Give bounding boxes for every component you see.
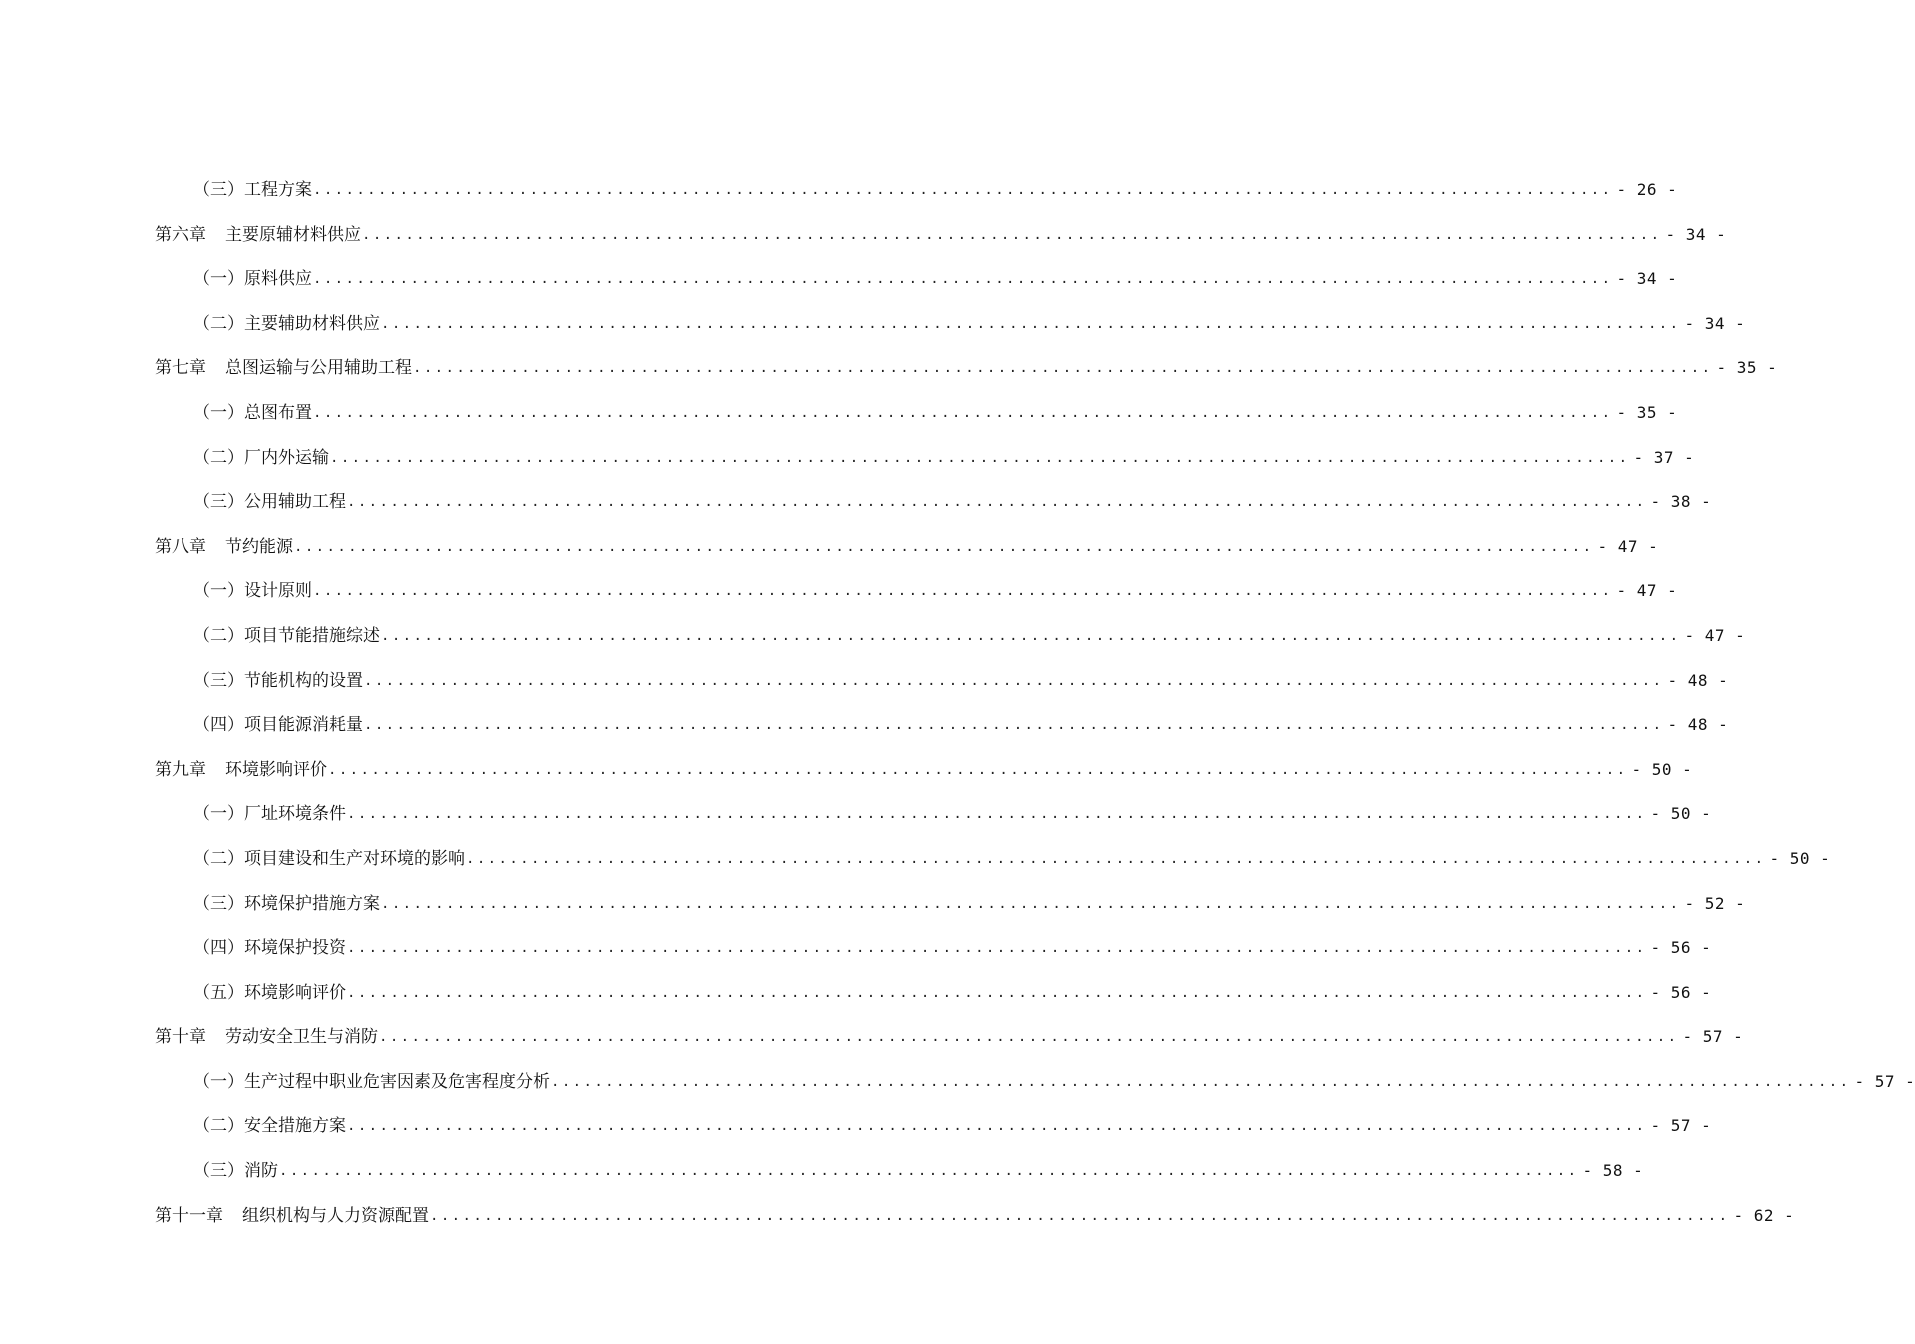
toc-entry-title: 节能机构的设置 <box>244 670 363 691</box>
toc-leader-dots: ........................................................................................................................ <box>294 538 1594 555</box>
toc-entry[interactable] <box>0 525 1659 570</box>
toc-entry-number: （二） <box>193 625 244 646</box>
toc-leader-dots: ........................................................................................................................ <box>328 761 1628 778</box>
toc-entry[interactable] <box>0 1194 1795 1239</box>
toc-entry-title: 项目建设和生产对环境的影响 <box>244 848 465 869</box>
toc-entry-title: 环境保护措施方案 <box>244 893 380 914</box>
toc-entry-page: - 62 - <box>1733 1205 1795 1225</box>
toc-entry-title: 原料供应 <box>244 269 312 290</box>
toc-leader-dots: ........................................................................................................................ <box>551 1073 1851 1090</box>
toc-entry[interactable] <box>0 748 1693 793</box>
toc-entry-number: （三） <box>193 670 244 691</box>
toc-entry-page: - 34 - <box>1616 269 1678 289</box>
toc-entry-number: （三） <box>193 180 244 200</box>
toc-entry-number: （一） <box>193 804 244 825</box>
toc-entry-number: 第十章 <box>155 1027 206 1048</box>
toc-entry-number: （四） <box>193 715 244 736</box>
toc-entry[interactable] <box>0 837 1831 882</box>
toc-entry-title: 组织机构与人力资源配置 <box>242 1205 429 1226</box>
toc-leader-dots: ........................................................................................................................ <box>313 271 1613 288</box>
toc-entry-page: - 38 - <box>1650 492 1712 512</box>
toc-entry-number: （二） <box>193 447 244 468</box>
toc-entry-page: - 47 - <box>1684 625 1746 645</box>
toc-entry-page: - 56 - <box>1650 938 1712 958</box>
toc-entry-page: - 37 - <box>1633 447 1695 467</box>
toc-entry[interactable] <box>0 792 1712 837</box>
toc-entry-number: （一） <box>193 269 244 290</box>
toc-entry-page: - 57 - <box>1650 1116 1712 1136</box>
toc-entry-page: - 50 - <box>1650 804 1712 824</box>
toc-leader-dots: ........................................................................................................................ <box>347 806 1647 823</box>
toc-leader-dots: ........................................................................................................................ <box>362 226 1662 243</box>
toc-entry-title: 生产过程中职业危害因素及危害程度分析 <box>244 1071 550 1092</box>
toc-leader-dots: ........................................................................................................................ <box>413 360 1713 377</box>
toc-entry[interactable] <box>0 703 1729 748</box>
toc-entry-title: 消防 <box>244 1161 278 1182</box>
toc-entry-title: 总图布置 <box>244 402 312 423</box>
toc-entry-number: 第八章 <box>155 536 206 557</box>
toc-leader-dots: ........................................................................................................................ <box>430 1207 1730 1224</box>
toc-entry-number: （四） <box>193 938 244 959</box>
toc-leader-dots: ........................................................................................................................ <box>381 315 1681 332</box>
toc-entry-page: - 57 - <box>1854 1071 1915 1091</box>
toc-entry-page: - 34 - <box>1684 313 1746 333</box>
toc-leader-dots: ........................................................................................................................ <box>347 494 1647 511</box>
toc-entry-number: （一） <box>193 581 244 602</box>
toc-entry[interactable] <box>0 1104 1712 1149</box>
toc-leader-dots: ........................................................................................................................ <box>313 404 1613 421</box>
toc-leader-dots: ........................................................................................................................ <box>347 1118 1647 1135</box>
toc-leader-dots: ........................................................................................................................ <box>347 984 1647 1001</box>
toc-leader-dots: ........................................................................................................................ <box>347 940 1647 957</box>
toc-entry[interactable] <box>0 391 1678 436</box>
toc-entry[interactable] <box>0 1060 1915 1105</box>
toc-leader-dots: ........................................................................................................................ <box>279 1163 1579 1180</box>
toc-leader-dots: ........................................................................................................................ <box>381 627 1681 644</box>
toc-entry-page: - 48 - <box>1667 670 1729 690</box>
toc-entry-page: - 26 - <box>1616 180 1678 199</box>
toc-entry-number: （一） <box>193 1071 244 1092</box>
toc-entry[interactable] <box>0 302 1746 347</box>
toc-entry-page: - 34 - <box>1665 224 1727 244</box>
toc-entry-title: 项目能源消耗量 <box>244 715 363 736</box>
toc-entry-number: 第七章 <box>155 358 206 379</box>
toc-entry[interactable] <box>0 659 1729 704</box>
toc-entry-title: 厂址环境条件 <box>244 804 346 825</box>
toc-entry-title: 劳动安全卫生与消防 <box>225 1027 378 1048</box>
toc-leader-dots: ........................................................................................................................ <box>313 182 1613 198</box>
toc-leader-dots: ........................................................................................................................ <box>364 672 1664 689</box>
toc-leader-dots: ........................................................................................................................ <box>313 583 1613 600</box>
toc-leader-dots: ........................................................................................................................ <box>364 717 1664 734</box>
toc-entry-page: - 35 - <box>1616 402 1678 422</box>
toc-entry[interactable] <box>0 213 1727 258</box>
toc-entry-page: - 50 - <box>1631 759 1693 779</box>
toc-entry[interactable] <box>0 882 1746 927</box>
toc-leader-dots: ........................................................................................................................ <box>381 895 1681 912</box>
toc-leader-dots: ........................................................................................................................ <box>466 850 1766 867</box>
table-of-contents <box>0 168 1915 1238</box>
toc-entry-number: （一） <box>193 402 244 423</box>
toc-entry-title: 设计原则 <box>244 581 312 602</box>
toc-entry-title: 总图运输与公用辅助工程 <box>225 358 412 379</box>
toc-entry[interactable] <box>0 436 1695 481</box>
toc-entry[interactable] <box>0 480 1712 525</box>
toc-entry-number: （三） <box>193 492 244 513</box>
toc-entry-title: 安全措施方案 <box>244 1116 346 1137</box>
toc-entry-number: （三） <box>193 1161 244 1182</box>
toc-entry-title: 主要原辅材料供应 <box>225 224 361 245</box>
toc-entry[interactable] <box>0 1149 1644 1194</box>
toc-entry[interactable] <box>0 614 1746 659</box>
toc-entry-number: 第六章 <box>155 224 206 245</box>
toc-entry[interactable] <box>0 168 1678 213</box>
toc-entry-page: - 57 - <box>1682 1027 1744 1047</box>
toc-entry[interactable] <box>0 971 1712 1016</box>
toc-entry-number: （二） <box>193 848 244 869</box>
toc-entry[interactable] <box>0 1015 1744 1060</box>
toc-entry[interactable] <box>0 569 1678 614</box>
toc-entry-title: 工程方案 <box>244 180 312 200</box>
toc-entry-page: - 58 - <box>1582 1161 1644 1181</box>
toc-entry-page: - 47 - <box>1597 536 1659 556</box>
toc-leader-dots: ........................................................................................................................ <box>330 449 1630 466</box>
toc-entry[interactable] <box>0 257 1678 302</box>
toc-entry-title: 环境影响评价 <box>244 982 346 1003</box>
toc-entry[interactable] <box>0 346 1778 391</box>
toc-entry-title: 项目节能措施综述 <box>244 625 380 646</box>
toc-entry-page: - 47 - <box>1616 581 1678 601</box>
toc-entry-number: 第十一章 <box>155 1205 223 1226</box>
toc-entry-number: （三） <box>193 893 244 914</box>
toc-entry-page: - 48 - <box>1667 715 1729 735</box>
toc-entry-page: - 56 - <box>1650 982 1712 1002</box>
toc-entry-title: 主要辅助材料供应 <box>244 313 380 334</box>
toc-entry-number: （五） <box>193 982 244 1003</box>
toc-entry-title: 节约能源 <box>225 536 293 557</box>
toc-entry-number: （二） <box>193 1116 244 1137</box>
toc-entry-title: 环境影响评价 <box>225 759 327 780</box>
toc-leader-dots: ........................................................................................................................ <box>379 1029 1679 1046</box>
toc-entry-title: 厂内外运输 <box>244 447 329 468</box>
toc-entry-title: 公用辅助工程 <box>244 492 346 513</box>
toc-entry-page: - 50 - <box>1769 848 1831 868</box>
toc-entry-number: 第九章 <box>155 759 206 780</box>
toc-entry-page: - 52 - <box>1684 893 1746 913</box>
toc-entry-title: 环境保护投资 <box>244 938 346 959</box>
toc-entry-page: - 35 - <box>1716 358 1778 378</box>
toc-entry-number: （二） <box>193 313 244 334</box>
toc-entry[interactable] <box>0 926 1712 971</box>
